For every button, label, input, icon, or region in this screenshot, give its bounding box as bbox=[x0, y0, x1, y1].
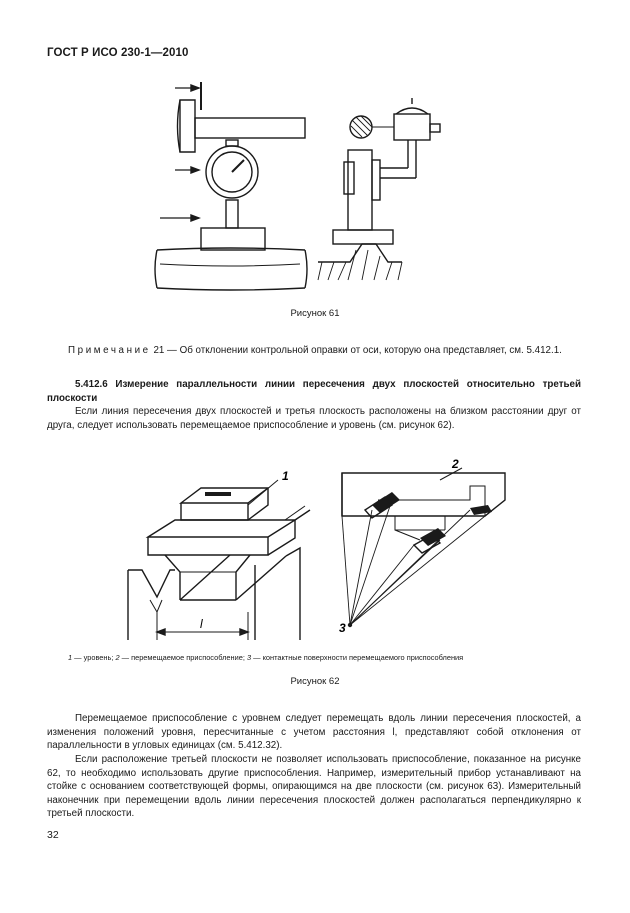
legend-text-3: — контактные поверхности перемещаемого приспособления bbox=[251, 653, 464, 662]
figure-62-label-2: 2 bbox=[452, 457, 459, 471]
section-body: Если линия пересечения двух плоскостей и третья плоскость расположены на близком расстоянии друг от друга, следует использовать перемещаемое приспособление и уровень (см. рисунок 62). bbox=[47, 406, 581, 431]
figure-62-label-1: 1 bbox=[282, 469, 289, 483]
paragraph-2: Если расположение третьей плоскости не позволяет использовать приспособление, показанное на рисунке 62, то необходимо использовать другие приспособления. Например, измерительный прибор устанавливают на стойке с основанием соответствующей формы, опирающимся на две плоскости (см. рисунок 63). Измерительный наконечник при перемещении вдоль линии пересечения плоскостей должен располагаться перпендикулярно к третьей плоскости. bbox=[47, 754, 581, 820]
document-header: ГОСТ Р ИСО 230-1—2010 bbox=[47, 47, 189, 59]
figure-62-caption: Рисунок 62 bbox=[290, 676, 340, 687]
figure-62-dimension-label: l bbox=[200, 617, 203, 631]
figure-62-legend bbox=[68, 653, 568, 662]
note-text: 21 — Об отклонении контрольной оправки от оси, которую она представляет, см. 5.412.1. bbox=[150, 345, 562, 356]
legend-number-1: 1 bbox=[68, 653, 73, 662]
figure-62-label-3: 3 bbox=[339, 621, 346, 635]
figure-61-caption: Рисунок 61 bbox=[290, 308, 340, 319]
legend-number-2: 2 bbox=[115, 653, 120, 662]
section-heading: 5.412.6 Измерение параллельности линии пересечения двух плоскостей относительно третьей плоскости bbox=[47, 379, 581, 404]
note-label: Примечание bbox=[68, 345, 151, 356]
paragraph-1: Перемещаемое приспособление с уровнем следует перемещать вдоль линии пересечения плоскостей, а изменения положений уровня, пересчитанные с учетом расстояния l, представляют собой отклонения от параллельности в угловых единицах (см. 5.412.32). bbox=[47, 713, 581, 752]
legend-number-3: 3 bbox=[246, 653, 252, 662]
legend-text-2: — перемещаемое приспособление; bbox=[119, 653, 247, 662]
page-number: 32 bbox=[47, 829, 59, 841]
legend-text-1: — уровень; bbox=[72, 653, 116, 662]
